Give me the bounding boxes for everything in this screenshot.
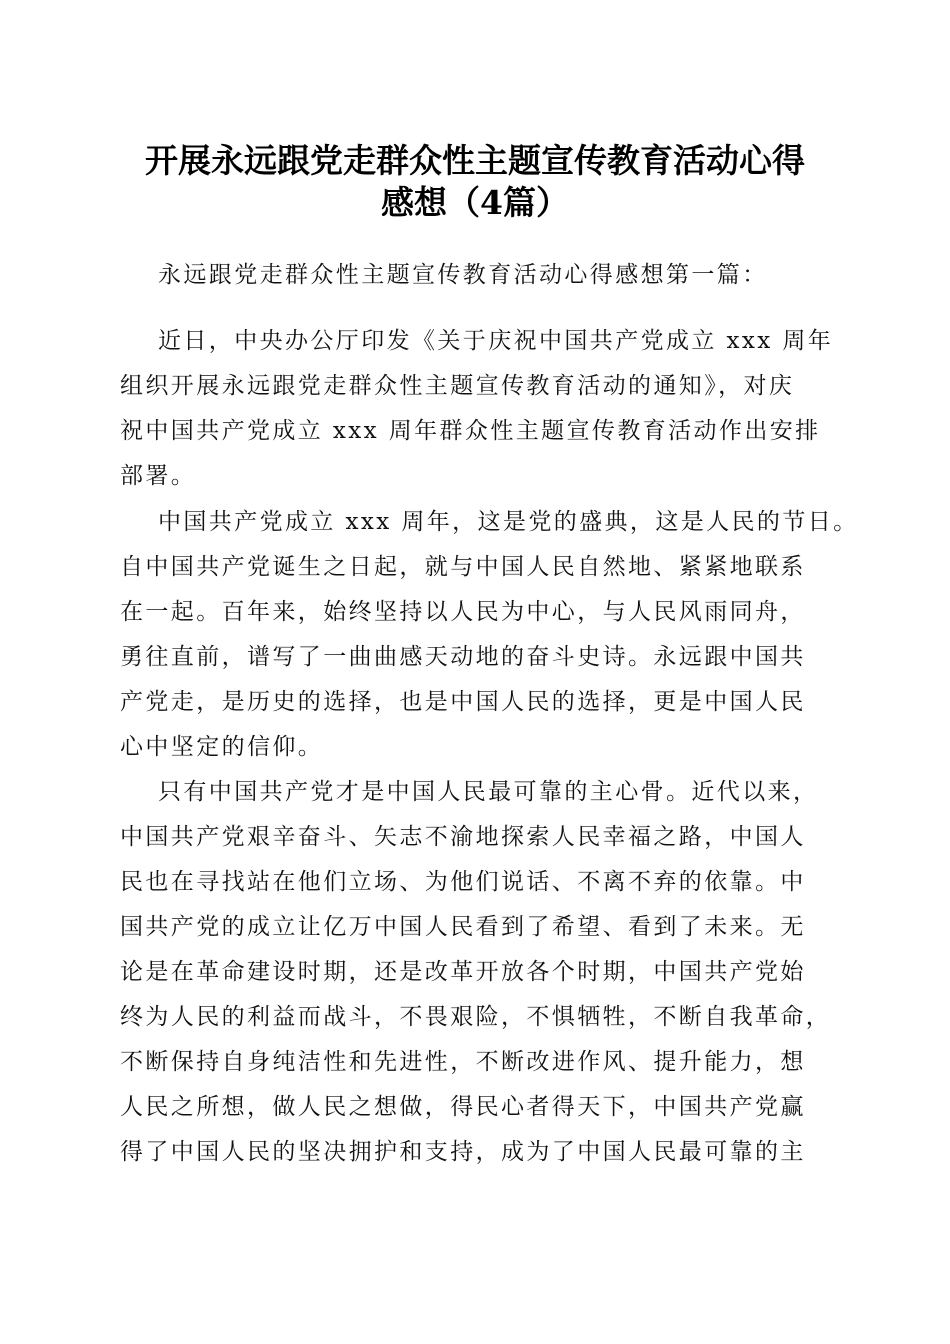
paragraph-line: 心中坚定的信仰。 bbox=[120, 734, 324, 760]
paragraph-line: 在一起。百年来，始终坚持以人民为中心，与人民风雨同舟， bbox=[120, 599, 806, 625]
paragraph-line: 部署。 bbox=[120, 463, 197, 489]
section-heading: 永远跟党走群众性主题宣传教育活动心得感想第一篇： bbox=[158, 262, 768, 288]
paragraph-line: 只有中国共产党才是中国人民最可靠的主心骨。近代以来， bbox=[158, 779, 819, 805]
paragraph-line: 组织开展永远跟党走群众性主题宣传教育活动的通知》，对庆 bbox=[120, 373, 795, 399]
paragraph-line: 勇往直前，谱写了一曲曲感天动地的奋斗史诗。永远跟中国共 bbox=[120, 644, 806, 670]
document-title-line-2: 感想（4篇） bbox=[381, 183, 569, 222]
paragraph-line: 产党走，是历史的选择，也是中国人民的选择，更是中国人民 bbox=[120, 689, 806, 715]
paragraph-line: 人民之所想，做人民之想做，得民心者得天下，中国共产党赢 bbox=[120, 1094, 806, 1120]
paragraph-line: 国共产党的成立让亿万中国人民看到了希望、看到了未来。无 bbox=[120, 914, 806, 940]
paragraph-line: 祝中国共产党成立 xxx 周年群众性主题宣传教育活动作出安排 bbox=[120, 418, 821, 444]
paragraph-line: 不断保持自身纯洁性和先进性，不断改进作风、提升能力，想 bbox=[120, 1049, 806, 1075]
paragraph-line: 民也在寻找站在他们立场、为他们说话、不离不弃的依靠。中 bbox=[120, 869, 806, 895]
paragraph-line: 论是在革命建设时期，还是改革开放各个时期，中国共产党始 bbox=[120, 959, 806, 985]
document-title-line-1: 开展永远跟党走群众性主题宣传教育活动心得 bbox=[145, 141, 805, 180]
paragraph-line: 近日，中央办公厅印发《关于庆祝中国共产党成立 xxx 周年 bbox=[158, 328, 834, 354]
paragraph-line: 得了中国人民的坚决拥护和支持，成为了中国人民最可靠的主 bbox=[120, 1139, 806, 1165]
paragraph-line: 终为人民的利益而战斗，不畏艰险，不惧牺牲，不断自我革命， bbox=[120, 1004, 832, 1030]
paragraph-line: 自中国共产党诞生之日起，就与中国人民自然地、紧紧地联系 bbox=[120, 554, 806, 580]
paragraph-line: 中国共产党艰辛奋斗、矢志不渝地探索人民幸福之路，中国人 bbox=[120, 824, 806, 850]
paragraph-line: 中国共产党成立 xxx 周年，这是党的盛典，这是人民的节日。 bbox=[158, 509, 859, 535]
